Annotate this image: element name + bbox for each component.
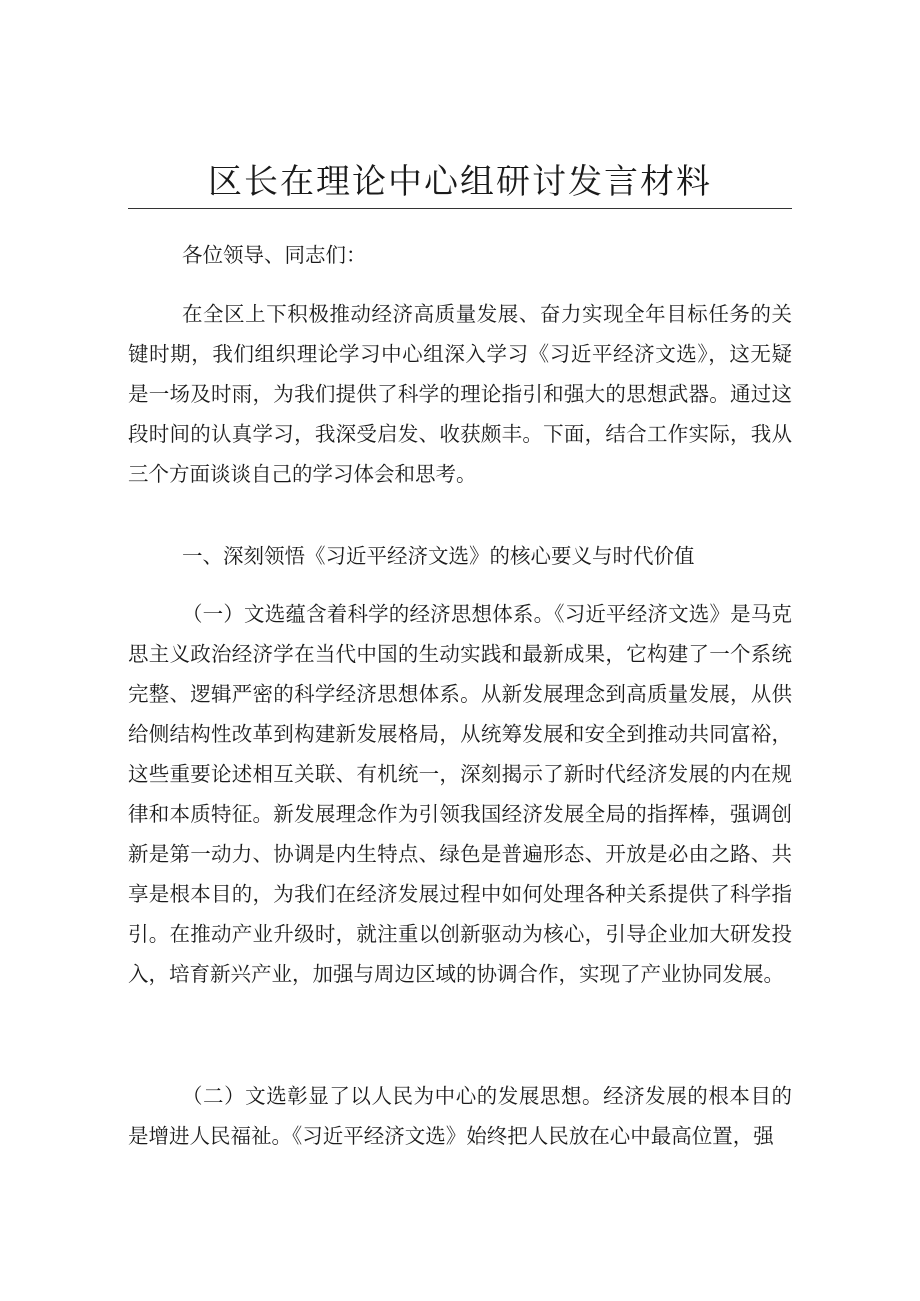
- intro-paragraph: 在全区上下积极推动经济高质量发展、奋力实现全年目标任务的关键时期，我们组织理论学习中心组深入学习《习近平经济文选》，这无疑是一场及时雨，为我们提供了科学的理论指引和强大的思想武器。通过这段时间的认真学习，我深受启发、收获颇丰。下面，结合工作实际，我从三个方面谈谈自己的学习体会和思考。: [128, 302, 792, 486]
- section-heading-1: 一、深刻领悟《习近平经济文选》的核心要义与时代价值: [182, 544, 695, 568]
- salutation: 各位领导、同志们：: [182, 243, 367, 267]
- subsection-paragraph-2: （二）文选彰显了以人民为中心的发展思想。经济发展的根本目的是增进人民福祉。《习近平经济文选》始终把人民放在心中最高位置，强: [128, 1084, 792, 1148]
- title-underline: [128, 208, 792, 209]
- document-title: 区长在理论中心组研讨发言材料: [208, 162, 712, 202]
- subsection-paragraph-1: （一）文选蕴含着科学的经济思想体系。《习近平经济文选》是马克思主义政治经济学在当代中国的生动实践和最新成果，它构建了一个系统完整、逻辑严密的科学经济思想体系。从新发展理念到高质量发展，从供给侧结构性改革到构建新发展格局，从统筹发展和安全到推动共同富裕，这些重要论述相互关联、有机统一，深刻揭示了新时代经济发展的内在规律和本质特征。新发展理念作为引领我国经济发展全局的指挥棒，强调创新是第一动力、协调是内生特点、绿色是普遍形态、开放是必由之路、共享是根本目的，为我们在经济发展过程中如何处理各种关系提供了科学指引。在推动产业升级时，就注重以创新驱动为核心，引导企业加大研发投入，培育新兴产业，加强与周边区域的协调合作，实现了产业协同发展。: [128, 602, 792, 986]
